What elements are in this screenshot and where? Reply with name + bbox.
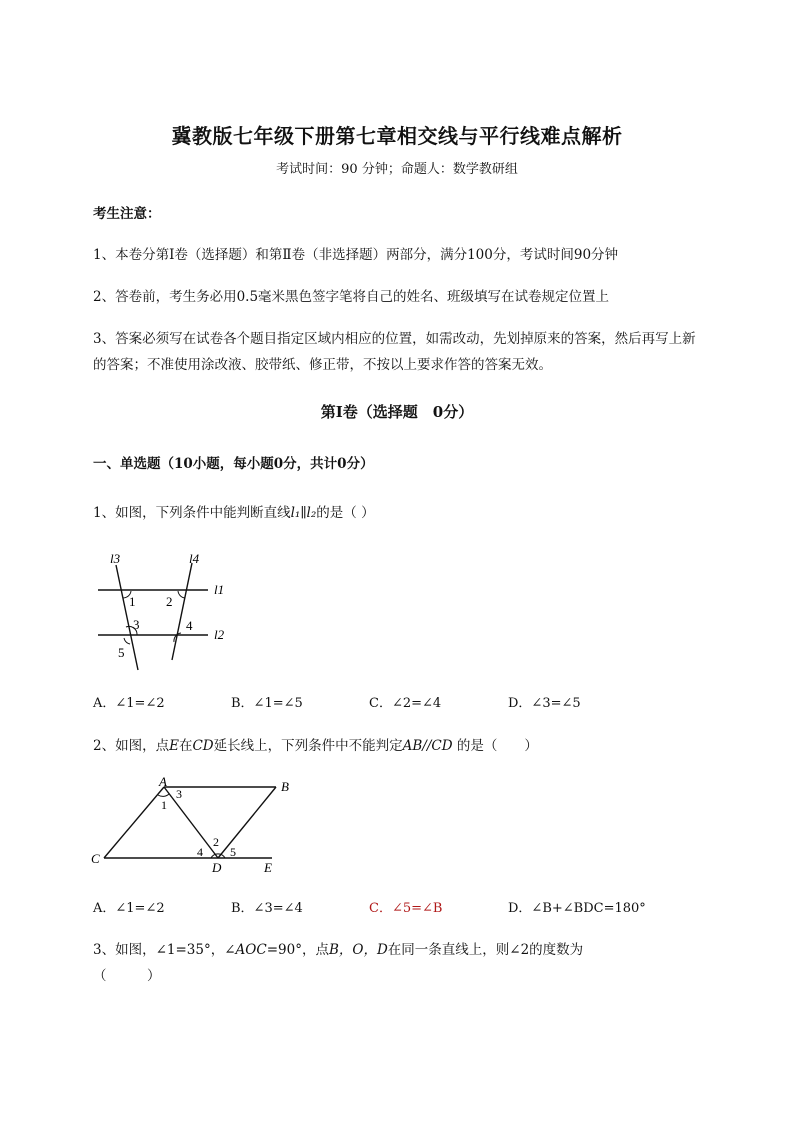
q2-segment-cd: CD [192, 738, 214, 754]
label-d: D [212, 860, 222, 875]
q3-answer-blank: （ ） [93, 968, 161, 984]
q1-option-d[interactable]: D．∠3=∠5 [508, 696, 581, 711]
q3-stem-b: =90°，点 [266, 942, 329, 958]
notice-item-3-cont: 的答案；不准使用涂改液、胶带纸、修正带，不按以上要求作答的答案无效。 [93, 357, 552, 373]
q3-stem-a: 3、如图，∠1=35°，∠ [93, 942, 236, 958]
notice-item-1: 1、本卷分第Ⅰ卷（选择题）和第Ⅱ卷（非选择题）两部分，满分100分，考试时间90分钟 [93, 247, 619, 263]
angle-label-5: 5 [118, 645, 125, 660]
angle-label-4: 4 [197, 845, 203, 859]
q2-stem-a: 2、如图，点 [93, 738, 170, 754]
notice-item-2: 2、答卷前，考生务必用0.5毫米黑色签字笔将自己的姓名、班级填写在试卷规定位置上 [93, 289, 610, 305]
question-2-stem [93, 734, 538, 754]
q2-option-c[interactable]: C．∠5=∠B [369, 901, 443, 916]
angle-label-3: 3 [176, 787, 182, 801]
angle-label-2: 2 [166, 594, 173, 609]
page-title: 冀教版七年级下册第七章相交线与平行线难点解析 [171, 124, 623, 148]
angle-label-5: 5 [230, 845, 236, 859]
label-l4: l4 [189, 551, 200, 566]
question-3-stem [93, 938, 583, 958]
q2-option-d[interactable]: D．∠B+∠BDC=180° [508, 901, 646, 916]
label-l3: l3 [110, 551, 121, 566]
q1-stem-b: 的是（ ） [316, 505, 375, 521]
angle-label-3: 3 [133, 617, 140, 632]
notice-item-3: 3、答案必须写在试卷各个题目指定区域内相应的位置，如需改动，先划掉原来的答案，然后再写上新 [93, 331, 696, 347]
segment-bd [218, 787, 276, 858]
angle-arc-1 [158, 794, 169, 796]
angle-arc-5 [124, 638, 130, 644]
line-l4 [172, 563, 192, 660]
label-b: B [281, 779, 289, 794]
question-1-stem [93, 501, 375, 521]
q1-option-c[interactable]: C．∠2=∠4 [369, 696, 442, 711]
q3-stem-c: 在同一条直线上，则∠2的度数为 [387, 942, 584, 958]
angle-label-1: 1 [129, 594, 136, 609]
angle-arc-2 [178, 591, 185, 598]
q2-option-b[interactable]: B．∠3=∠4 [231, 901, 303, 916]
label-a: A [159, 774, 167, 789]
exam-info: 考试时间：90 分钟；命题人：数学教研组 [276, 162, 518, 177]
label-c: C [91, 851, 100, 866]
notice-heading: 考生注意： [93, 206, 161, 222]
segment-ac [104, 787, 164, 858]
q1-figure [90, 545, 240, 675]
label-l2: l2 [214, 627, 225, 642]
q1-option-a[interactable]: A．∠1=∠2 [93, 696, 165, 711]
angle-label-2: 2 [213, 835, 219, 849]
angle-label-1: 1 [161, 798, 167, 812]
q2-figure [88, 772, 288, 878]
label-l1: l1 [214, 582, 225, 597]
q2-point-e: E [169, 738, 179, 754]
q2-option-a[interactable]: A．∠1=∠2 [93, 901, 165, 916]
part-heading: 一、单选题（10小题，每小题0分，共计0分） [93, 456, 374, 472]
q1-stem-math: l₁∥l₂ [290, 505, 317, 521]
q2-stem-c: 延长线上，下列条件中不能判定 [213, 738, 403, 754]
q2-parallel: AB//CD [402, 738, 453, 754]
q1-option-b[interactable]: B．∠1=∠5 [231, 696, 303, 711]
q3-points: B，O，D [328, 942, 388, 958]
segment-ad [164, 787, 218, 858]
section-title: 第Ⅰ卷（选择题 0分） [320, 403, 474, 421]
q2-stem-d: 的是（ ） [452, 738, 538, 754]
label-e: E [264, 860, 272, 875]
q1-stem-a: 1、如图，下列条件中能判断直线 [93, 505, 291, 521]
q3-angle-aoc: AOC [235, 942, 267, 958]
angle-label-4: 4 [186, 618, 193, 633]
q2-stem-b: 在 [178, 738, 193, 754]
